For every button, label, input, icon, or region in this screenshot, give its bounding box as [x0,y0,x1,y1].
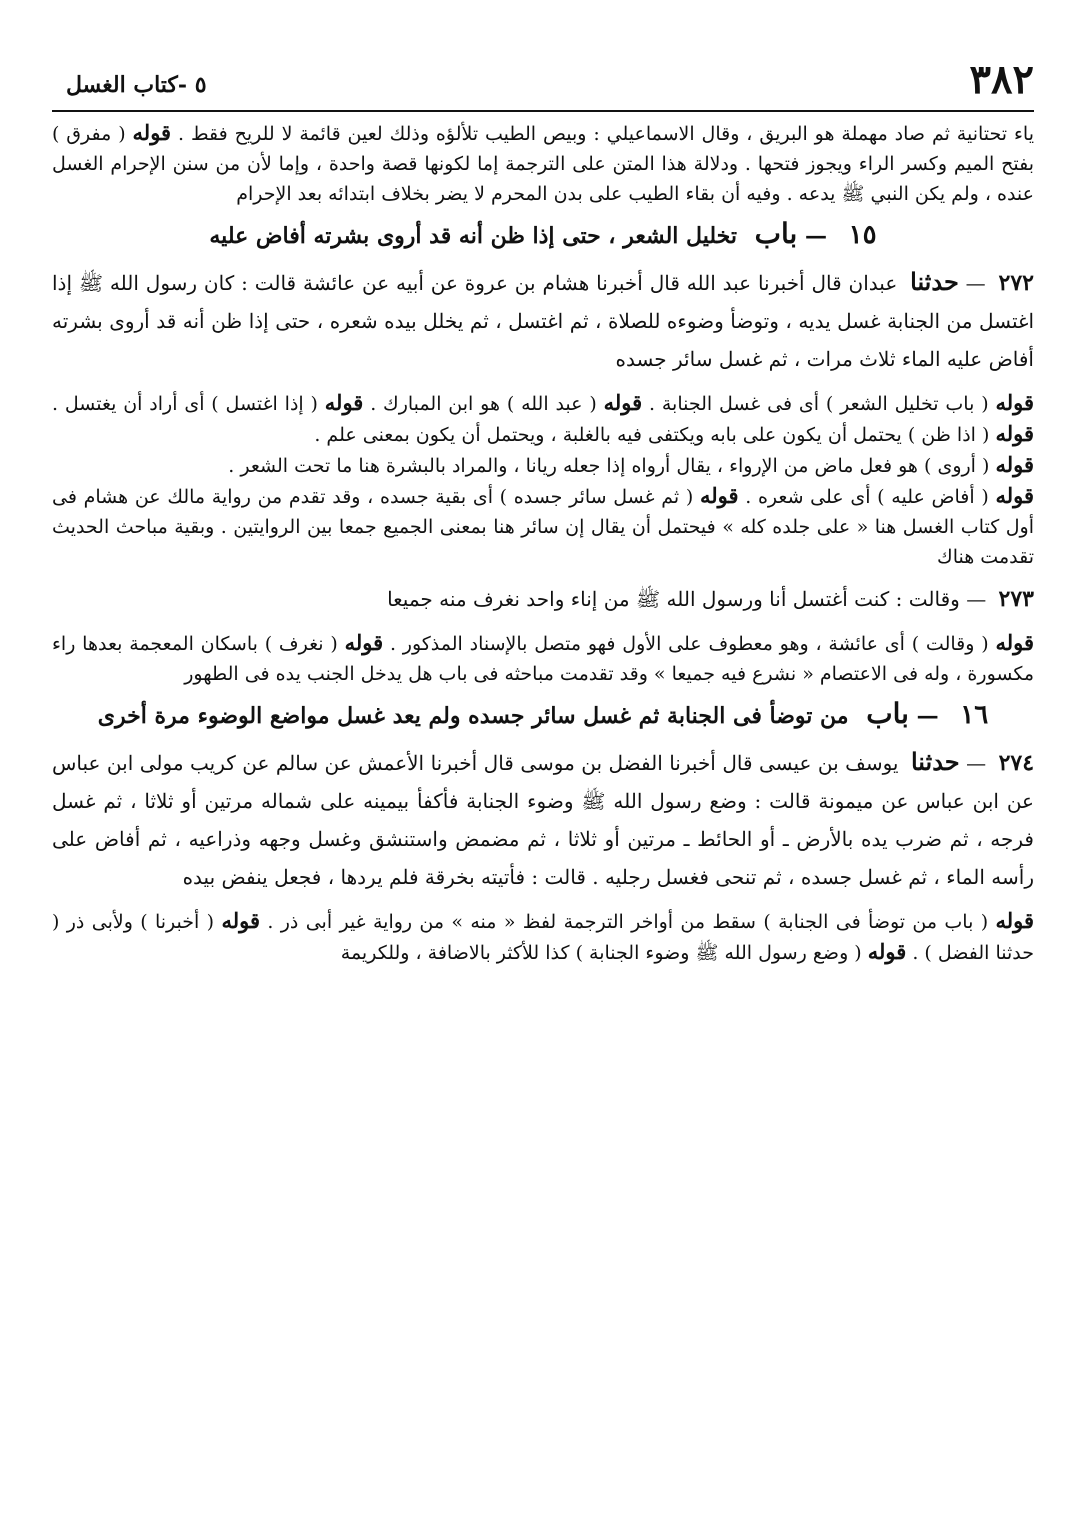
hadith-lead-word: حدثنا [910,267,959,296]
hadith-number: ٢٧٤ [998,750,1035,776]
qawl-marker: قوله [995,390,1035,415]
chapter-title: من توضأ فى الجنابة ثم غسل سائر جسده ولم يعد غسل مواضع الوضوء مرة أخرى [97,703,849,729]
qawl-marker: قوله [995,452,1034,477]
hadith-paragraph [52,743,1034,896]
hadith-paragraph [52,263,1034,378]
page-body [52,118,1034,968]
chapter-title: تخليل الشعر ، حتى إذا ظن أنه قد أروى بشرته أفاض عليه [209,223,737,249]
commentary-text: ( وقالت ) أى عائشة ، وهو معطوف على الأول فهو متصل بالإسناد المذكور . [389,633,989,655]
commentary-text: ( مفرق ) بفتح الميم وكسر الراء ويجوز فتحها . ودلالة هذا المتن على الترجمة إما لكونها قصة واحدة ، وإما لأن من سنن الإحرام الغسل عنده ، ولم يكن النبي ﷺ يدعه . وفيه أن بقاء الطيب على بدن المحرم لا يضر بخلاف ابتدائه بعد الإحرام [52,123,1034,205]
qawl-marker: قوله [603,390,643,415]
hadith-number: ٢٧٣ [998,586,1034,612]
qawl-marker: قوله [995,630,1034,655]
commentary-text: ياء تحتانية ثم صاد مهملة هو البريق ، وقال الاسماعيلي : وبيص الطيب تلألؤه وذلك لعين قائمة لا للريح فقط . [178,123,1034,145]
commentary-paragraph [52,388,1034,572]
commentary-text: ( أفاض عليه ) أى على شعره . [745,486,989,508]
chapter-dash: — [916,703,939,729]
chapter-bab-word: باب [866,697,909,730]
qawl-marker: قوله [867,939,907,964]
commentary-paragraph [52,906,1034,968]
commentary-text: ( عبد الله ) هو ابن المبارك . [370,393,597,415]
hadith-dash: — [966,587,987,611]
qawl-marker: قوله [132,120,172,145]
qawl-marker: قوله [995,421,1034,446]
commentary-paragraph [52,628,1034,689]
commentary-text: ( إذا اغتسل ) أى أراد أن يغتسل . [52,393,318,415]
commentary-text: ( باب تخليل الشعر ) أى فى غسل الجنابة . [648,393,989,415]
hadith-number: ٢٧٢ [998,270,1034,296]
qawl-marker: قوله [995,908,1035,933]
commentary-paragraph [52,118,1034,209]
commentary-text: ( نغرف ) باسكان المعجمة بعدها راء مكسورة ، وله فى الاعتصام « نشرع فيه جميعا » وقد تقدمت مباحثه فى باب هل يدخل الجنب يده فى الطهور [52,633,1034,685]
chapter-heading [52,695,1034,735]
qawl-marker: قوله [344,630,384,655]
running-title: ٥ -كتاب الغسل [66,72,207,98]
qawl-marker: قوله [995,483,1035,508]
page-number: ٣٨٢ [969,56,1034,103]
hadith-paragraph [52,580,1034,618]
commentary-text: ( ثم غسل سائر جسده ) أى بقية جسده ، وقد تقدم من رواية مالك عن هشام فى أول كتاب الغسل هنا « على جلده كله » فيحتمل أن يقال إن سائر هنا بمعنى الجميع جمعا بين الروايتين . وبقية مباحث الحديث تقدمت هناك [52,486,1034,568]
chapter-heading [52,215,1034,255]
hadith-text: وقالت : كنت أغتسل أنا ورسول الله ﷺ من إناء واحد نغرف منه جميعا [387,587,960,611]
hadith-dash: — [966,751,987,775]
commentary-text: ( أخبرنا ) ولأبى ذر ( حدثنا الفضل ) . [52,911,1034,964]
qawl-marker: قوله [221,908,260,933]
hadith-text: عبدان قال أخبرنا عبد الله قال أخبرنا هشام بن عروة عن أبيه عن عائشة قالت : كان رسول الله ﷺ إذا اغتسل من الجنابة غسل يديه ، وتوضأ وضوءه للصلاة ، ثم اغتسل ، ثم يخلل بيده شعره ، حتى إذا ظن أنه قد أروى بشرته أفاض عليه الماء ثلاث مرات ، ثم غسل سائر جسده [52,271,1034,371]
hadith-dash: — [965,271,986,295]
qawl-marker: قوله [324,390,364,415]
chapter-bab-word: باب [754,217,798,250]
commentary-text: ( باب من توضأ فى الجنابة ) سقط من أواخر الترجمة لفظ « منه » من رواية غير أبى ذر . [267,911,989,933]
page-header [52,56,1034,112]
chapter-dash: — [804,223,827,249]
hadith-lead-word: حدثنا [910,747,960,776]
chapter-number: ١٦ [960,700,989,730]
chapter-number: ١٥ [848,220,877,250]
commentary-text: ( اذا ظن ) يحتمل أن يكون على بابه ويكتفى فيه بالغلبة ، ويحتمل أن يكون بمعنى علم . [314,424,990,446]
commentary-text: ( وضع رسول الله ﷺ وضوء الجنابة ) كذا للأكثر بالاضافة ، وللكريمة [340,942,862,964]
hadith-text: يوسف بن عيسى قال أخبرنا الفضل بن موسى قال أخبرنا الأعمش عن سالم عن كريب مولى ابن عباس عن ابن عباس عن ميمونة قالت : وضع رسول الله ﷺ وضوء الجنابة فأكفأ بيمينه على شماله مرتين أو ثلاثا ، ثم غسل فرجه ، ثم ضرب يده بالأرض ـ أو الحائط ـ مرتين أو ثلاثا ، ثم مضمض واستنشق وغسل وجهه وذراعيه ، ثم أفاض على رأسه الماء ، ثم غسل جسده ، ثم تنحى فغسل رجليه . قالت : فأتيته بخرقة فلم يردها ، فجعل ينفض بيده [52,751,1034,889]
commentary-text: ( أروى ) هو فعل ماض من الإرواء ، يقال أرواه إذا جعله ريانا ، والمراد بالبشرة هنا ما تحت الشعر . [228,455,990,477]
qawl-marker: قوله [699,483,739,508]
